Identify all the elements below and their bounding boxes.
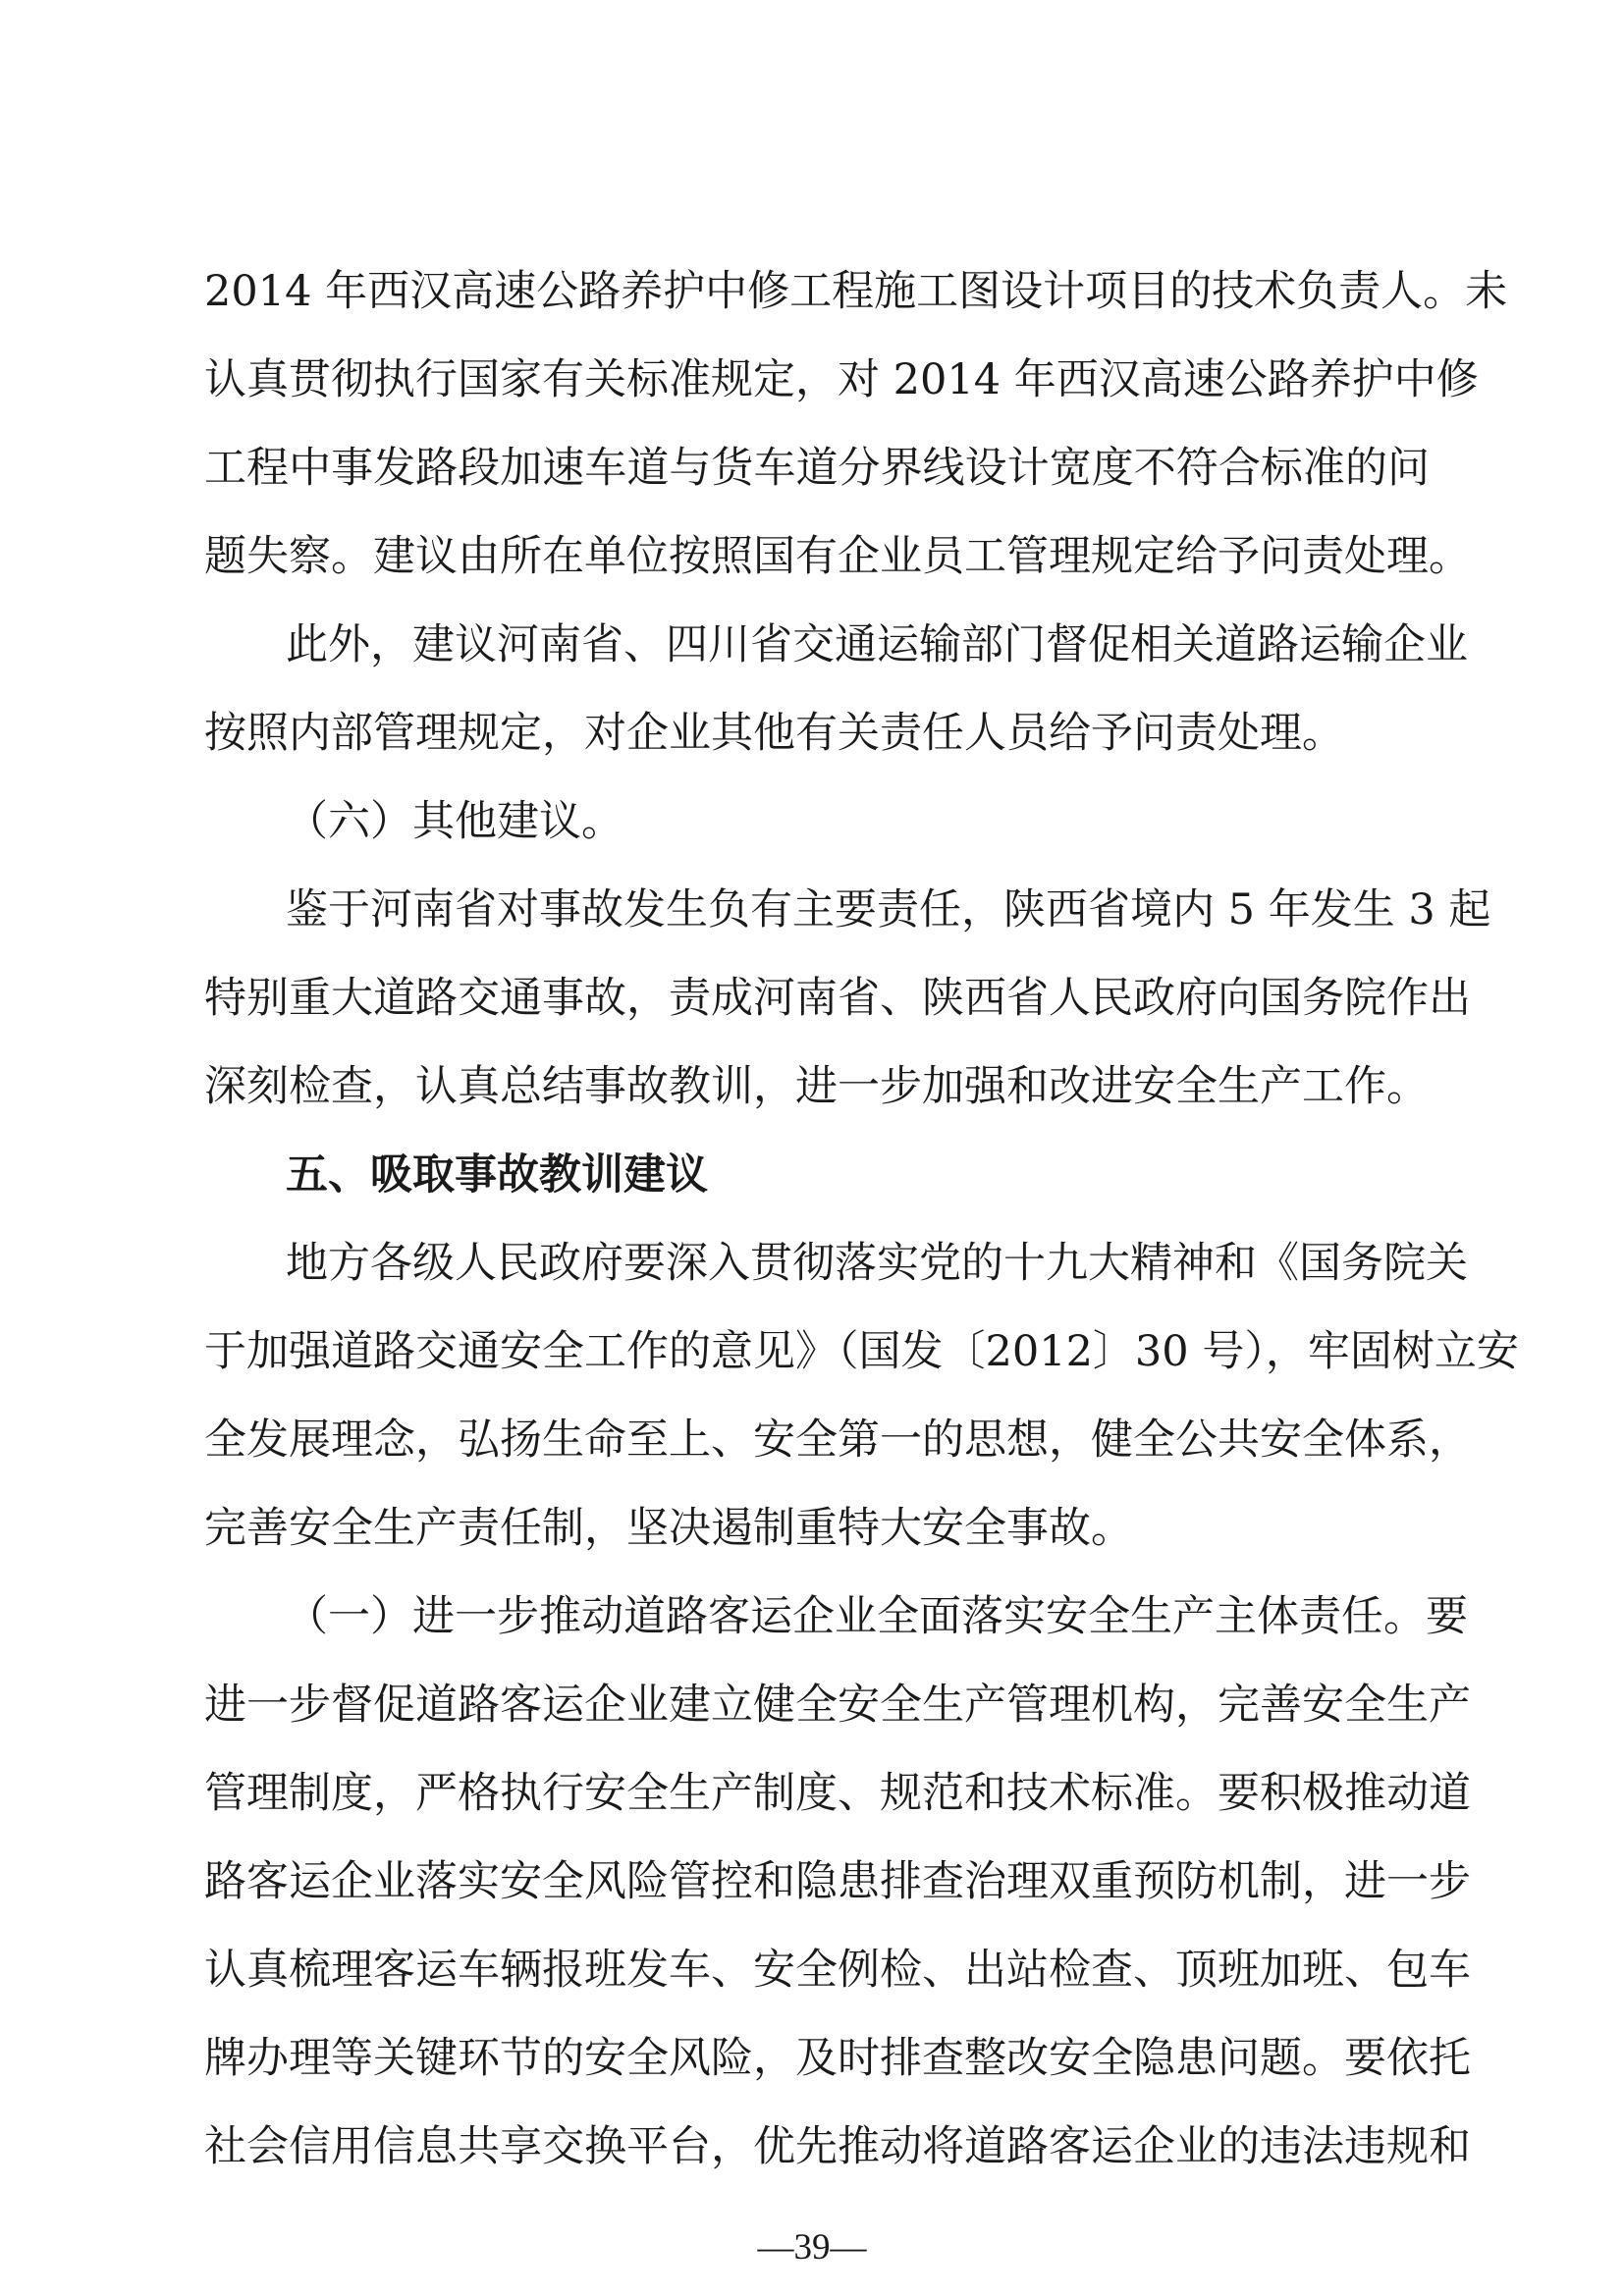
text-line: 鉴于河南省对事故发生负有主要责任，陕西省境内 5 年发生 3 起	[286, 885, 1491, 934]
text-line: 地方各级人民政府要深入贯彻落实党的十九大精神和《国务院关	[286, 1239, 1468, 1288]
section-subheading: （六）其他建议。	[286, 797, 623, 846]
text-line: 此外，建议河南省、四川省交通运输部门督促相关道路运输企业	[286, 620, 1468, 669]
text-line: 工程中事发路段加速车道与货车道分界线设计宽度不符合标准的问	[204, 444, 1430, 493]
text-line: 全发展理念，弘扬生命至上、安全第一的思想，健全公共安全体系，	[204, 1415, 1471, 1465]
text-line: 认真贯彻执行国家有关标准规定，对 2014 年西汉高速公路养护中修	[204, 355, 1479, 404]
text-line: 按照内部管理规定，对企业其他有关责任人员给予问责处理。	[204, 709, 1344, 758]
text-line: 牌办理等关键环节的安全风险，及时排查整改安全隐患问题。要依托	[204, 2034, 1471, 2083]
page-number: —39—	[757, 2227, 867, 2268]
text-line: 认真梳理客运车辆报班发车、安全例检、出站检查、顶班加班、包车	[204, 1946, 1471, 1995]
text-line: 管理制度，严格执行安全生产制度、规范和技术标准。要积极推动道	[204, 1769, 1471, 1818]
text-line: 社会信用信息共享交换平台，优先推动将道路客运企业的违法违规和	[204, 2122, 1471, 2171]
section-heading: 五、吸取事故教训建议	[286, 1150, 708, 1200]
text-line: 题失察。建议由所在单位按照国有企业员工管理规定给予问责处理。	[204, 532, 1471, 581]
text-line: 于加强道路交通安全工作的意见》（国发〔2012〕30 号），牢固树立安	[204, 1327, 1519, 1376]
text-line: 进一步督促道路客运企业建立健全安全生产管理机构，完善安全生产	[204, 1681, 1471, 1730]
text-line: 路客运企业落实安全风险管控和隐患排查治理双重预防机制，进一步	[204, 1857, 1471, 1906]
text-line: （一）进一步推动道路客运企业全面落实安全生产主体责任。要	[286, 1592, 1468, 1641]
text-line: 2014 年西汉高速公路养护中修工程施工图设计项目的技术负责人。未	[204, 267, 1508, 316]
text-line: 完善安全生产责任制，坚决遏制重特大安全事故。	[204, 1504, 1133, 1553]
text-line: 深刻检查，认真总结事故教训，进一步加强和改进安全生产工作。	[204, 1062, 1429, 1111]
text-line: 特别重大道路交通事故，责成河南省、陕西省人民政府向国务院作出	[204, 974, 1471, 1023]
